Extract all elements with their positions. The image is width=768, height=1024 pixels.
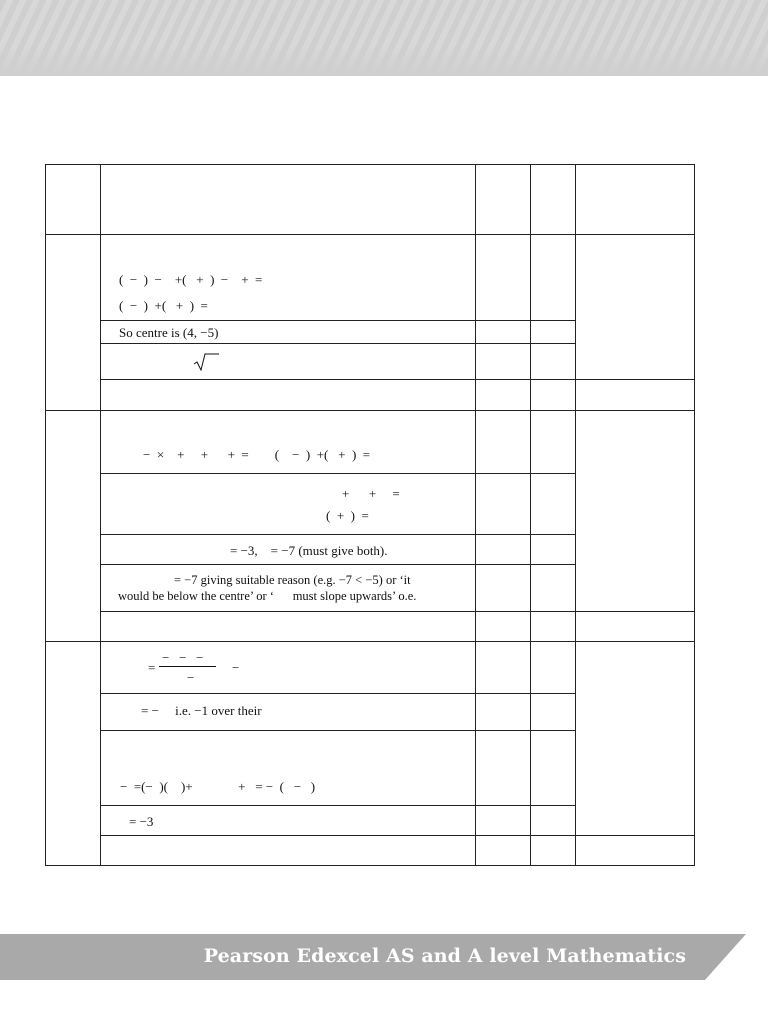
row-divider bbox=[45, 641, 695, 642]
row-divider bbox=[100, 473, 576, 474]
row-divider bbox=[45, 410, 695, 411]
working-line: − × + + + = ( − ) +( + ) = bbox=[143, 447, 371, 462]
answer-line: = −3 bbox=[129, 814, 154, 829]
table-border-bottom bbox=[45, 865, 695, 866]
row-divider bbox=[45, 234, 695, 235]
table-border-left bbox=[45, 164, 46, 866]
gradient-denominator: − bbox=[187, 670, 195, 685]
working-line: ( + ) = bbox=[326, 508, 369, 523]
gradient-numerator: − − − bbox=[162, 650, 204, 665]
row-divider bbox=[100, 835, 695, 836]
row-divider bbox=[100, 320, 576, 321]
row-divider bbox=[100, 534, 576, 535]
square-root-symbol bbox=[193, 353, 219, 371]
working-line: − =(− )( )+ + = − ( − ) bbox=[120, 779, 316, 794]
answer-line: = −3, = −7 (must give both). bbox=[230, 543, 388, 558]
answer-line: So centre is (4, −5) bbox=[119, 325, 219, 340]
table-border-right bbox=[694, 164, 695, 866]
working-line: ( − ) +( + ) = bbox=[119, 298, 208, 313]
row-divider bbox=[100, 564, 576, 565]
column-divider bbox=[575, 164, 576, 866]
row-divider bbox=[100, 611, 695, 612]
working-line: = − i.e. −1 over their bbox=[141, 703, 262, 718]
table-border-top bbox=[45, 164, 695, 165]
working-line: + + = bbox=[342, 486, 400, 501]
fraction-bar bbox=[159, 666, 216, 667]
working-line: ( − ) − +( + ) − + = bbox=[119, 272, 263, 287]
reason-line: = −7 giving suitable reason (e.g. −7 < −5) or ‘it bbox=[174, 573, 411, 587]
column-divider bbox=[100, 164, 101, 866]
row-divider bbox=[100, 693, 576, 694]
reason-line: would be below the centre’ or ‘ must slope upwards’ o.e. bbox=[118, 589, 417, 603]
row-divider bbox=[100, 730, 576, 731]
column-divider bbox=[475, 164, 476, 866]
header-banner bbox=[0, 0, 768, 76]
row-divider bbox=[100, 379, 695, 380]
gradient-equals: = bbox=[148, 660, 156, 675]
row-divider bbox=[100, 805, 576, 806]
book-title: Pearson Edexcel AS and A level Mathematics bbox=[203, 945, 686, 967]
row-divider bbox=[100, 343, 576, 344]
column-divider bbox=[530, 164, 531, 866]
gradient-tail: − bbox=[232, 660, 240, 675]
